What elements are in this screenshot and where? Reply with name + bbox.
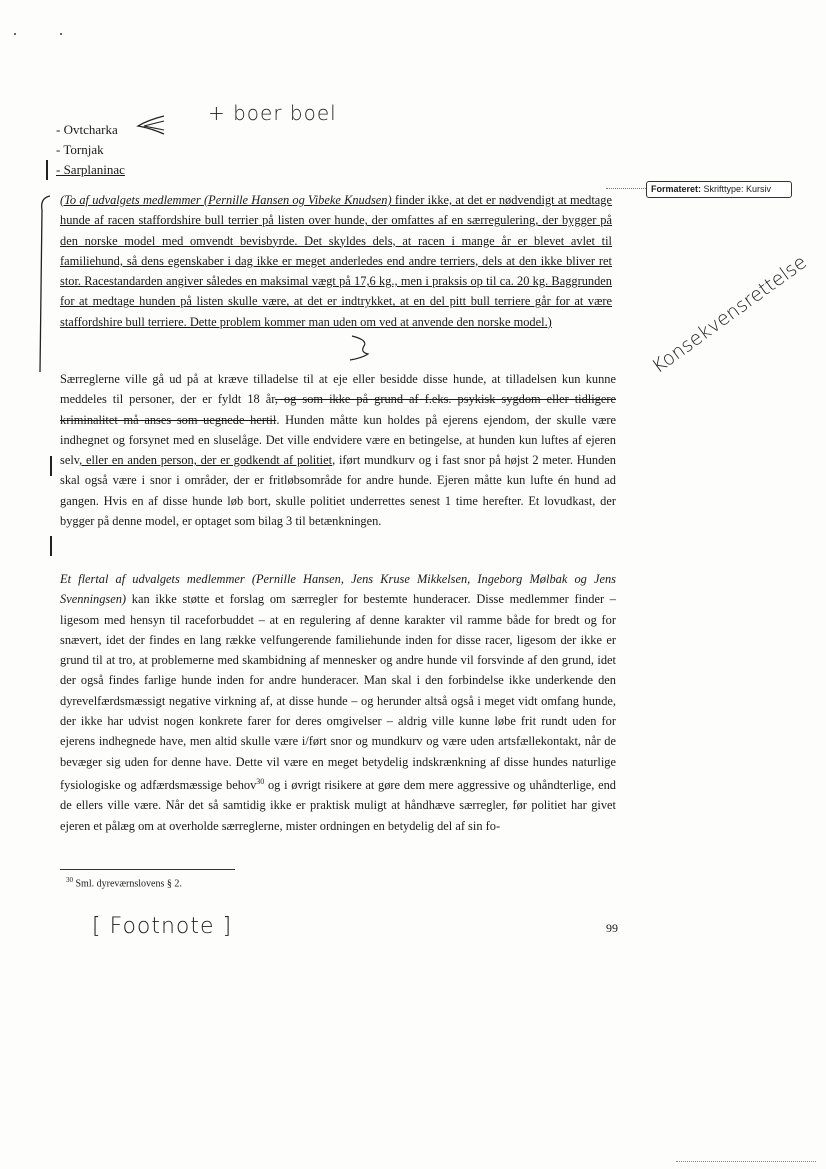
- handwritten-side-note: Konsekvensrettelse: [648, 251, 811, 378]
- list-item: - Ovtcharka: [56, 122, 118, 137]
- page-number: 99: [606, 921, 618, 935]
- special-rules-paragraph: [60, 369, 616, 531]
- handwritten-footnote-mark: [ Footnote ]: [92, 914, 233, 939]
- footnote-text: Sml. dyreværnslovens § 2.: [73, 878, 182, 890]
- list-item: - Sarplaninac: [56, 162, 125, 177]
- footnote: [66, 876, 182, 889]
- balloon-label: Formateret:: [651, 184, 702, 194]
- arrow-left-icon: [134, 112, 168, 138]
- paragraph-text: kan ikke støtte et forslag om særregler for bestemte hunderacer. Disse medlemmer finder – ligesom med hensyn til raceforbuddet – at en regulering af denne karakter vil ramme både for bredt og for snævert, idet der findes en lang række velfungerende familiehunde inden for disse racer, ligesom der ikke er grund til at tro, at problemerne med skambidning af mennesker og andre hunde vil forsvinde af den grund, idet der også findes farlige hunde inden for andre hunderacer. Man skal i den forbindelse ikke underkende den dyrevelfærdsmæssigt negative virkning af, at disse hunde – og herunder altså også i meget vidt omfang hunde, der ikke har udvist nogen konkrete farer for deres omgivelser – aldrig ville kunne løbe frit rundt uden for ejerens indhegnede have, men altid skulle være i/ført snor og mundkurv og være uden artsfællekontakt, når de bevæger sig uden for denne have. Dette vil være en meget betydelig indskrænkning af disse hundes naturlige fysiologiske og adfærdsmæssige behov: [60, 592, 616, 793]
- change-bar: [46, 160, 48, 180]
- list-item: - Tornjak: [56, 142, 104, 157]
- inserted-text: , eller en anden person, der er godkendt af politiet: [79, 453, 333, 468]
- footnote-ref[interactable]: 30: [256, 776, 265, 786]
- comment-leader-line: [606, 188, 646, 189]
- majority-members: Et flertal af udvalgets medlemmer (Pernille Hansen, Jens Kruse Mikkelsen, Ingeborg Mølbak og Jens Svenningsen): [60, 572, 616, 607]
- breed-list: [56, 120, 125, 180]
- deleted-text: , og som ikke på grund af f.eks. psykisk sygdom eller tidligere kriminalitet må anses som uegnede hertil: [60, 392, 616, 427]
- minority-opinion-paragraph: [60, 190, 612, 332]
- paragraph-text: og i øvrigt risikere at gøre dem mere aggressive og uhåndterlige, end de ellers ville være. Når det så samtidig ikke er praktisk muligt at håndhæve særregler, før politiet har givet ejeren et pålæg om at overholde særreglerne, mister ordningen en betydelig del af sin fo-: [60, 778, 616, 833]
- majority-opinion-paragraph: [60, 569, 616, 836]
- scan-speck: [60, 33, 62, 35]
- handwritten-note-boer-boel: + boer boel: [208, 101, 337, 125]
- footnote-separator: [60, 869, 235, 870]
- scan-speck: [14, 33, 16, 35]
- closing-brace-mark: [346, 332, 376, 362]
- change-bar: [50, 456, 52, 476]
- footnote-number: 30: [66, 876, 73, 884]
- margin-bracket-mark: [36, 192, 54, 376]
- minority-members: (To af udvalgets medlemmer (Pernille Hansen og Vibeke Knudsen): [60, 193, 392, 207]
- paragraph-text: . Hunden måtte kun holdes på ejerens ejendom, der skulle være indhegnet og forsynet med en sluselåge. Det ville endvidere være en betingelse, at hunden kun luftes af ejeren selv: [60, 412, 617, 468]
- paragraph-text: , iført mundkurv og i fast snor på højst 2 meter. Hunden skal også være i snor i områder, der er fritløbsområde for andre hunde. Ejeren måtte kun lufte én hund ad gangen. Hvis en af disse hunde løb bort, skulle politiet underrettes senest 1 time herefter. Et lovudkast, der bygger på denne model, er optaget som bilag 3 til betænkningen.: [60, 453, 616, 529]
- balloon-value: Skrifttype: Kursiv: [703, 184, 772, 194]
- paragraph-text: finder ikke, at det er nødvendigt at medtage hunde af racen staffordshire bull terrier på listen over hunde, der omfattes af en særregulering, der bygger på den norske model med omvendt bevisbyrde. Det skyldes dels, at racen i mange år er blevet avlet til familiehund, så dens egenskaber i dag ikke er meget anderledes end andre terriers, dels at den ikke bliver ret stor. Racestandarden angiver således en maksimal vægt på 17,6 kg., men i praksis op til ca. 20 kg. Baggrunden for at medtage hunden på listen skulle være, at det er indtrykket, at en del pitt bull terriere går for at være staffordshire bull terriere. Dette problem kommer man uden om ved at anvende den norske model.): [60, 193, 612, 329]
- tracked-change-balloon[interactable]: [646, 181, 792, 198]
- change-bar: [50, 536, 52, 556]
- bottom-dotted-line: [676, 1161, 816, 1162]
- paragraph-text: Særreglerne ville gå ud på at kræve tilladelse til at eje eller besidde disse hunde, at tilladelsen kun kunne meddeles til personer, der er fyldt 18 år: [60, 372, 616, 407]
